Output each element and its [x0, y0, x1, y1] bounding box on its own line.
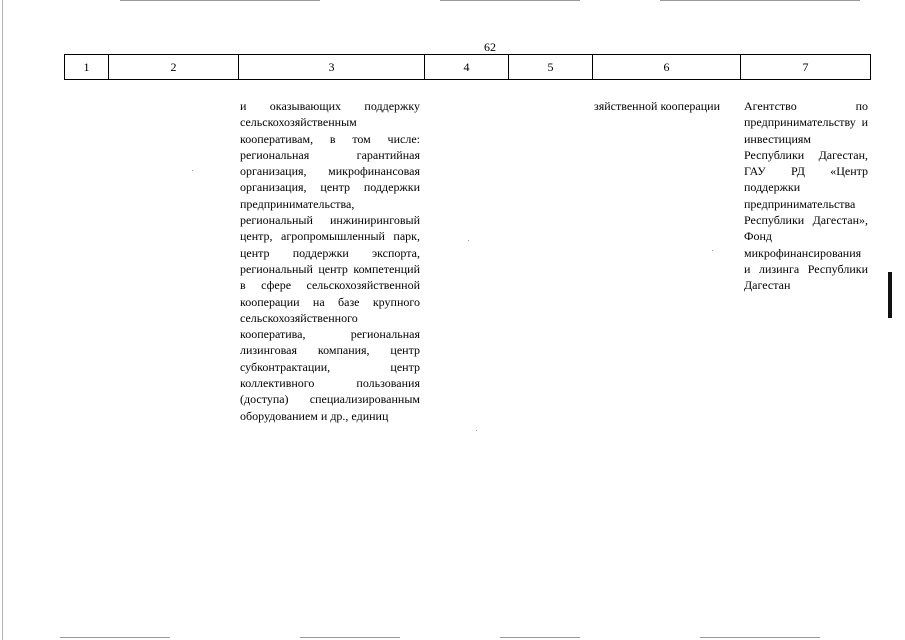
scan-edge-line — [60, 637, 170, 638]
column-number-7: 7 — [741, 55, 871, 80]
scan-edge-line — [500, 637, 580, 638]
page-number: 62 — [484, 40, 496, 54]
responsible-organizations-cell: Агентство по предпринимательству и инвестициям Республики Дагестан, ГАУ РД «Центр поддержки предпринимательства Республики Дагестан», Фонд микрофинансирования и лизинга Республики Дагестан — [744, 99, 868, 293]
scan-speck — [468, 240, 469, 241]
scan-edge-line — [440, 0, 580, 1]
column-number-5: 5 — [509, 55, 593, 80]
indicator-description-cell: и оказывающих поддержку сельскохозяйственным кооперативам, в том числе: региональная гарантийная организация, микрофинансовая организация, центр поддержки предпринимательства, региональный инжиниринговый центр, агропромышленный парк, центр поддержки экспорта, региональный центр компетенций в сфере сельскохозяйственной кооперации на базе крупного сельскохозяйственного кооператива, региональная лизинговая компания, центр субконтрактации, центр коллективного пользования (доступа) специализированным оборудованием и др., единиц — [240, 99, 420, 423]
scan-edge-line — [300, 637, 400, 638]
column-number-4: 4 — [425, 55, 509, 80]
column-number-3: 3 — [239, 55, 425, 80]
scan-speck — [192, 170, 193, 171]
scan-speck — [476, 430, 477, 431]
scan-edge-line — [660, 0, 860, 1]
column-number-1: 1 — [65, 55, 109, 80]
scan-binding-mark — [888, 272, 892, 318]
column-number-6: 6 — [593, 55, 741, 80]
scan-left-edge — [2, 0, 3, 640]
scan-speck — [712, 250, 713, 251]
column-number-2: 2 — [109, 55, 239, 80]
header-row — [65, 55, 871, 80]
scan-edge-line — [120, 0, 320, 1]
project-name-cell: зяйственной кооперации — [594, 99, 720, 113]
scan-edge-line — [700, 637, 820, 638]
column-number-header — [64, 54, 871, 80]
